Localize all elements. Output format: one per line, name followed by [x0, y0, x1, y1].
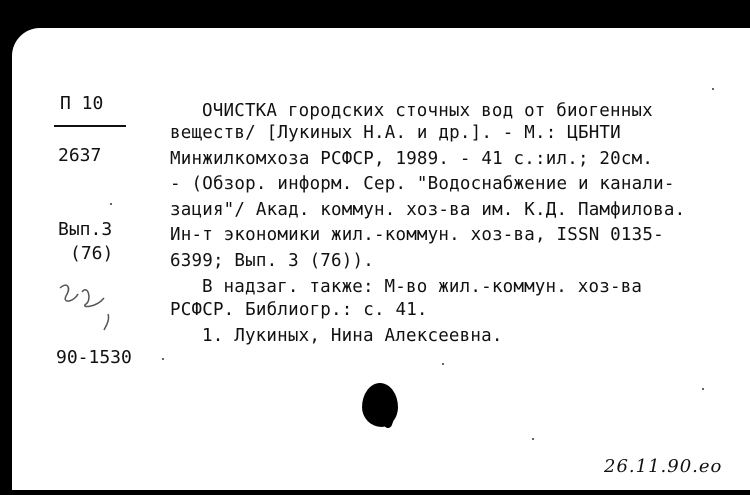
speck: [110, 203, 112, 205]
ink-blot: [362, 383, 398, 427]
speck: [442, 363, 444, 365]
handwritten-mark: [52, 278, 132, 338]
entry-line-7: 6399; Вып. 3 (76)).: [170, 251, 374, 271]
catalog-card: [12, 28, 750, 490]
speck: [532, 438, 534, 440]
ink-blot-tail: [383, 419, 393, 429]
issue-label: Вып.3: [58, 219, 113, 240]
entry-line-6: Ин-т экономики жил.-коммун. хоз-ва, ISSN 0135-: [170, 225, 664, 245]
handwritten-date: 26.11.90.eo: [604, 456, 723, 477]
classification-code: П 10: [60, 93, 104, 114]
issue-number: (76): [70, 243, 114, 264]
speck: [162, 358, 164, 360]
entry-line-2: веществ/ [Лукиных Н.А. и др.]. - М.: ЦБНТИ: [170, 123, 621, 143]
entry-line-8: В надзаг. также: М-во жил.-коммун. хоз-ва: [202, 277, 643, 297]
classification-divider: [54, 125, 126, 127]
entry-line-4: - (Обзор. информ. Сер. "Водоснабжение и канали-: [170, 174, 675, 194]
speck: [702, 388, 704, 390]
entry-line-9: РСФСР. Библиогр.: с. 41.: [170, 300, 428, 320]
speck: [712, 88, 714, 90]
entry-line-3: Минжилкомхоза РСФСР, 1989. - 41 с.:ил.; 20см.: [170, 149, 654, 169]
card-number: 2637: [58, 145, 102, 166]
entry-line-10: 1. Лукиных, Нина Алексеевна.: [202, 326, 503, 346]
accession-number: 90-1530: [56, 347, 132, 368]
entry-line-5: зация"/ Акад. коммун. хоз-ва им. К.Д. Памфилова.: [170, 200, 686, 220]
entry-line-1: ОЧИСТКА городских сточных вод от биогенных: [202, 101, 653, 121]
